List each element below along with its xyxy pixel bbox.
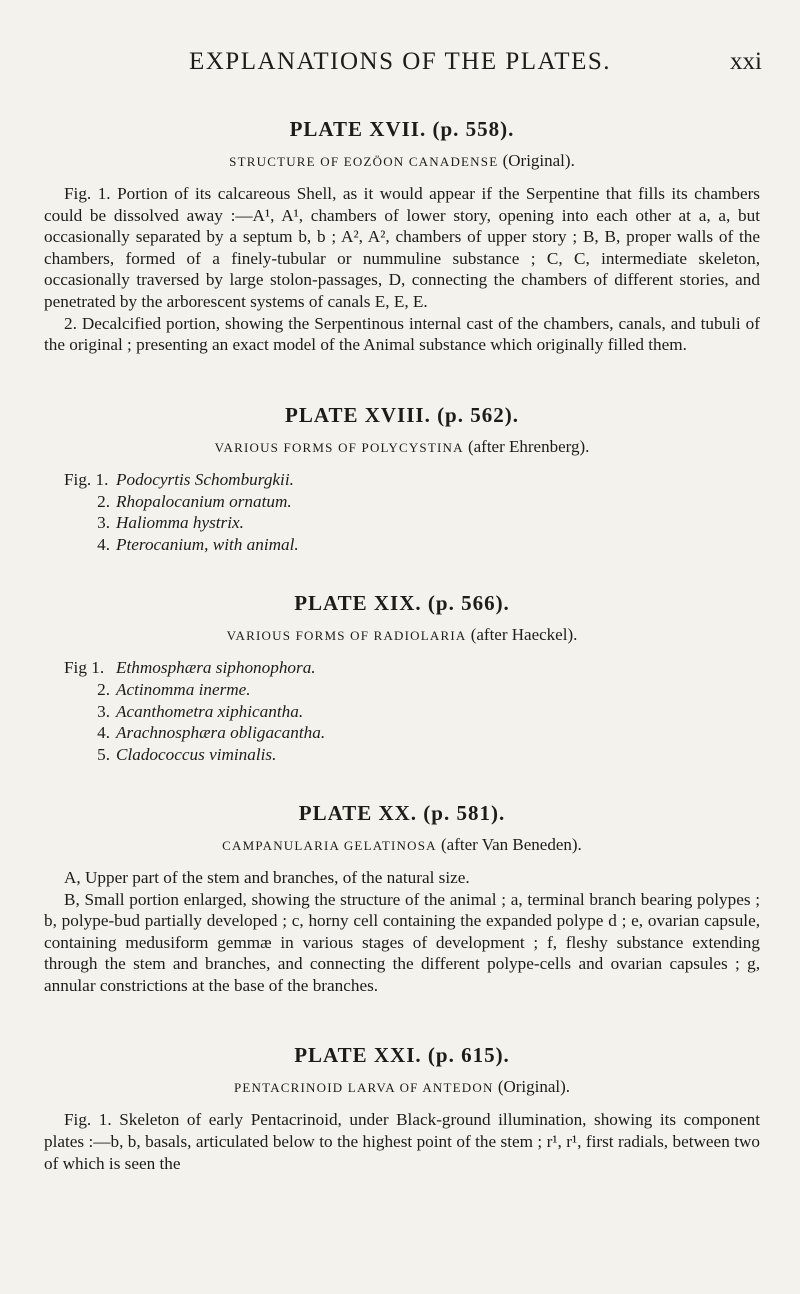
figure-entry: Fig 1. Ethmosphæra siphonophora. xyxy=(64,657,316,677)
running-head xyxy=(0,48,800,80)
figure-entry: 4. Pterocanium, with animal. xyxy=(97,535,299,555)
plates-body xyxy=(44,116,760,1174)
plate-xx xyxy=(44,800,760,997)
figure-entry: 3. Haliomma hystrix. xyxy=(97,513,244,533)
plate-subtitle: VARIOUS FORMS OF RADIOLARIA (after Haeckel). xyxy=(226,624,578,644)
plate-xviii xyxy=(44,402,760,556)
plate-paragraph: 2. Decalcified portion, showing the Serpentinous internal cast of the chambers, canals, and tubuli of the original ; presenting an exact model of the Animal substance which originally filled them. xyxy=(44,313,760,355)
plate-subtitle: CAMPANULARIA GELATINOSA (after Van Beneden). xyxy=(222,834,582,854)
plate-xxi xyxy=(44,1042,760,1174)
page-number: xxi xyxy=(730,48,762,75)
plate-title: PLATE XIX. (p. 566). xyxy=(294,590,510,615)
figure-list xyxy=(44,657,760,766)
running-head-title: EXPLANATIONS OF THE PLATES. xyxy=(188,48,611,75)
figure-entry: 5. Cladococcus viminalis. xyxy=(97,745,277,765)
plate-paragraph: B, Small portion enlarged, showing the structure of the animal ; a, terminal branch bearing polypes ; b, polype-bud partially developed ; c, horny cell containing the expanded polype d ; e, ovarian capsule, containing medusiform gemmæ in various stages of development ; f, fleshy substance extending through the stem and branches, and connecting the different polype-cells and ovarian capsules ; g, annular constrictions at the base of the branches. xyxy=(44,889,760,995)
plate-paragraph: A, Upper part of the stem and branches, of the natural size. xyxy=(64,867,470,887)
plate-subtitle: VARIOUS FORMS OF POLYCYSTINA (after Ehrenberg). xyxy=(214,436,590,456)
figure-entry: 3. Acanthometra xiphicantha. xyxy=(97,701,304,721)
plate-title: PLATE XXI. (p. 615). xyxy=(294,1043,510,1068)
figure-entry: Fig. 1. Podocyrtis Schomburgkii. xyxy=(64,469,294,489)
plate-subtitle: STRUCTURE OF EOZÖON CANADENSE (Original). xyxy=(229,151,575,170)
plate-subtitle: PENTACRINOID LARVA OF ANTEDON (Original). xyxy=(233,1077,571,1097)
plate-xvii xyxy=(44,116,760,356)
plate-title: PLATE XVII. (p. 558). xyxy=(289,117,515,141)
plate-xix xyxy=(44,590,760,766)
figure-entry: 4. Arachnosphæra obligacantha. xyxy=(97,723,326,743)
plate-paragraph: Fig. 1. Skeleton of early Pentacrinoid, under Black-ground illumination, showing its component plates :—b, b, basals, articulated below to the highest point of the stem ; r¹, r¹, first radials, between two of which is seen the xyxy=(44,1110,760,1173)
figure-list xyxy=(44,469,760,556)
plate-paragraph: Fig. 1. Portion of its calcareous Shell, as it would appear if the Serpentine that fills its chambers could be dissolved away :—A¹, A¹, chambers of lower story, opening into each other at a, a, but occasionally separated by a septum b, b ; A², A², chambers of upper story ; B, B, proper walls of the chambers, formed of a finely-tubular or nummuline substance ; C, C, intermediate skeleton, occasionally traversed by large stolon-passages, D, connecting the chambers of different stories, and penetrated by the arborescent systems of canals E, E, E. xyxy=(44,184,760,311)
figure-entry: 2. Rhopalocanium ornatum. xyxy=(97,491,292,511)
plate-title: PLATE XX. (p. 581). xyxy=(298,800,506,825)
plate-title: PLATE XVIII. (p. 562). xyxy=(285,402,519,427)
figure-entry: 2. Actinomma inerme. xyxy=(97,679,251,699)
